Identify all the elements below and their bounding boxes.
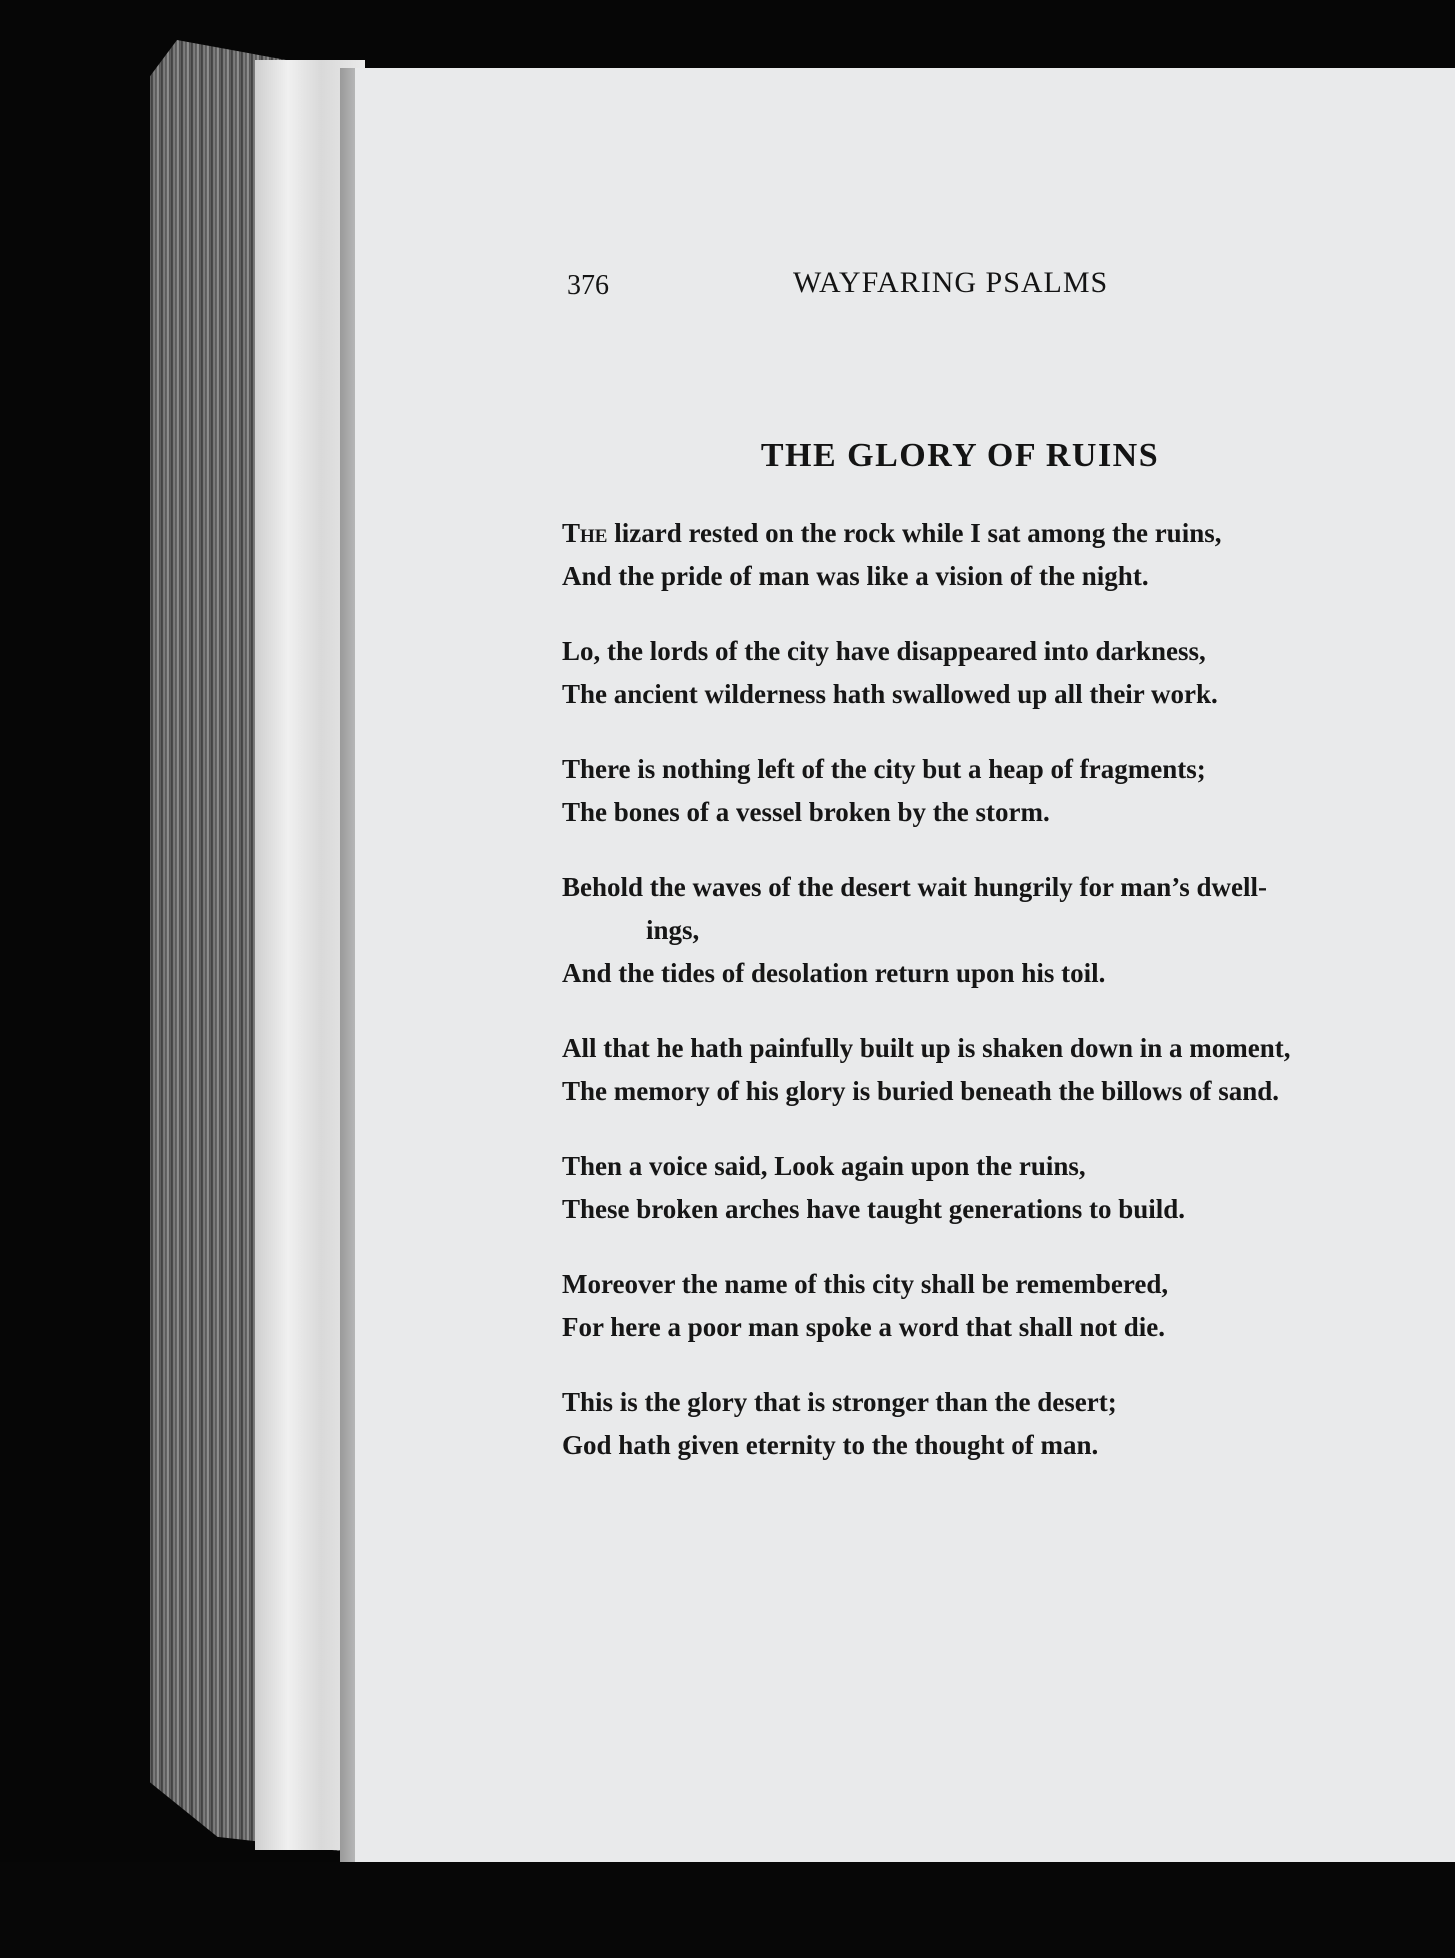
running-title: WAYFARING PSALMS [793, 266, 1109, 299]
poem-line: There is nothing left of the city but a heap of fragments; [562, 754, 1206, 784]
poem-line: This is the glory that is stronger than the desert; [562, 1387, 1117, 1417]
poem-line: All that he hath painfully built up is shaken down in a moment, [562, 1033, 1291, 1063]
poem-line: And the pride of man was like a vision of the night. [562, 561, 1149, 591]
stanza [562, 1263, 1382, 1349]
running-head [567, 266, 1387, 306]
poem-line: Then a voice said, Look again upon the ruins, [562, 1151, 1086, 1181]
poem-line: And the tides of desolation return upon his toil. [562, 958, 1106, 988]
poem-body [562, 512, 1382, 1499]
stanza [562, 1381, 1382, 1467]
poem-line: The bones of a vessel broken by the storm. [562, 797, 1050, 827]
poem-title: THE GLORY OF RUINS [760, 437, 1160, 474]
poem-line-continuation: ings, [646, 915, 700, 945]
poem-line [562, 512, 1382, 555]
poem-line: The ancient wilderness hath swallowed up all their work. [562, 679, 1218, 709]
poem-line: The memory of his glory is buried beneath the billows of sand. [562, 1076, 1280, 1106]
stanza [562, 1027, 1382, 1113]
poem-line: Moreover the name of this city shall be remembered, [562, 1269, 1169, 1299]
stanza [562, 1145, 1382, 1231]
stanza [562, 512, 1382, 598]
poem-line: These broken arches have taught generations to build. [562, 1194, 1186, 1224]
page-number: 376 [567, 270, 609, 301]
first-word: The [562, 518, 608, 548]
stanza [562, 630, 1382, 716]
stanza [562, 866, 1382, 995]
poem-line: Behold the waves of the desert wait hungrily for man’s dwell- [562, 872, 1267, 902]
poem-line: For here a poor man spoke a word that shall not die. [562, 1312, 1166, 1342]
poem-line: Lo, the lords of the city have disappeared into darkness, [562, 636, 1206, 666]
poem-line: God hath given eternity to the thought of man. [562, 1430, 1099, 1460]
background-bottom [0, 1862, 1455, 1958]
stanza [562, 748, 1382, 834]
poem-line-text: lizard rested on the rock while I sat among the ruins, [607, 518, 1222, 548]
